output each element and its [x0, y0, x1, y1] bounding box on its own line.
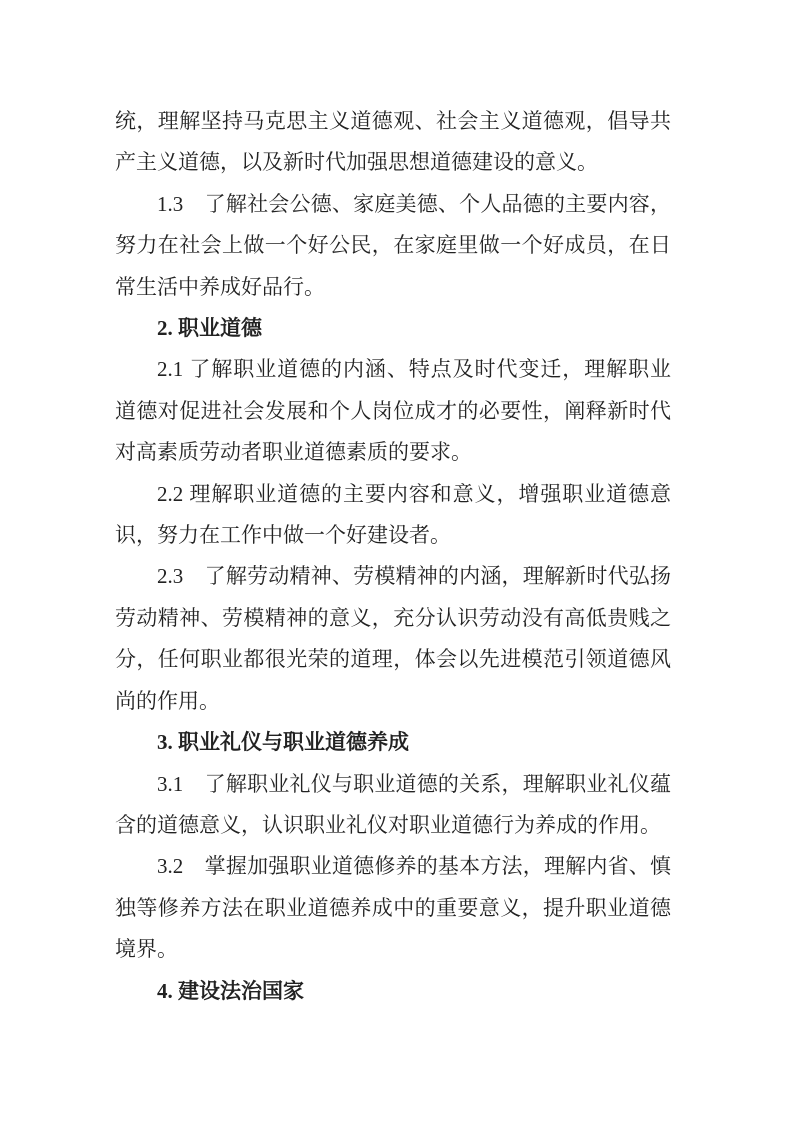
paragraph-item-3-1: 3.1 了解职业礼仪与职业道德的关系，理解职业礼仪蕴含的道德意义，认识职业礼仪对职业道德行为养成的作用。: [115, 771, 671, 837]
section-heading-3: 3. 职业礼仪与职业道德养成: [157, 730, 409, 755]
section-heading-2: 2. 职业道德: [157, 316, 262, 341]
paragraph-item-2-3: 2.3 了解劳动精神、劳模精神的内涵，理解新时代弘扬劳动精神、劳模精神的意义，充分认识劳动没有高低贵贱之分，任何职业都很光荣的道理，体会以先进模范引领道德风尚的作用。: [115, 564, 671, 713]
paragraph-item-3-2: 3.2 掌握加强职业道德修养的基本方法，理解内省、慎独等修养方法在职业道德养成中的重要意义，提升职业道德境界。: [115, 854, 671, 962]
paragraph-item-2-1: 2.1 了解职业道德的内涵、特点及时代变迁，理解职业道德对促进社会发展和个人岗位成才的必要性，阐释新时代对高素质劳动者职业道德素质的要求。: [115, 357, 671, 465]
paragraph-item-2-2: 2.2 理解职业道德的主要内容和意义，增强职业道德意识，努力在工作中做一个好建设者。: [115, 481, 671, 548]
paragraph-item-1-3: 1.3 了解社会公德、家庭美德、个人品德的主要内容，努力在社会上做一个好公民，在家庭里做一个好成员，在日常生活中养成好品行。: [115, 191, 671, 299]
section-heading-4: 4. 建设法治国家: [157, 978, 304, 1003]
paragraph-continuation: 统，理解坚持马克思主义道德观、社会主义道德观，倡导共产主义道德，以及新时代加强思想道德建设的意义。: [115, 109, 671, 175]
